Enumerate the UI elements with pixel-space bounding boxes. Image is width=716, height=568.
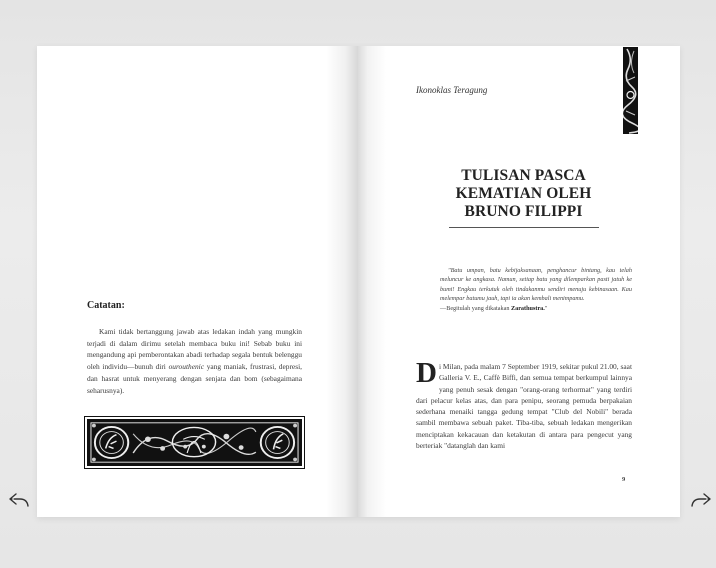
page-number: 9 bbox=[622, 476, 626, 483]
epigraph-attribution bbox=[440, 304, 632, 313]
right-page[interactable] bbox=[358, 46, 680, 517]
previous-page-button[interactable] bbox=[6, 489, 32, 511]
curved-arrow-left-icon bbox=[8, 491, 30, 509]
epigraph-quote: "Batu umpan, batu kebijaksanaan, penghancur bintang, kau telah meluncur ke angkasa. Namun, setiap batu yang dilemparkan pasti jatuh ke bumi! Engkau terkutuk oleh tindakanmu sendiri menuju kebinasaan. Kau melempar batumu jauh, tapi ia akan kembali menimpamu. bbox=[440, 267, 632, 303]
left-page[interactable] bbox=[37, 46, 358, 517]
running-head: Ikonoklas Teragung bbox=[416, 85, 488, 95]
title-divider bbox=[449, 227, 599, 228]
note-body-text-end: yang maniak, frustrasi, depresi, dan hasrat untuk menyerang dengan senjata dan bom (sebagaimana seharusnya). bbox=[87, 362, 302, 395]
spine-shadow bbox=[358, 46, 386, 517]
floral-banner-ornament-icon bbox=[87, 419, 302, 466]
epigraph bbox=[440, 266, 632, 313]
book-spread bbox=[37, 46, 680, 517]
chapter-title: TULISAN PASCA KEMATIAN OLEH BRUNO FILIPPI bbox=[455, 167, 592, 220]
body-paragraph: i Milan, pada malam 7 September 1919, sekitar pukul 21.00, saat Galleria V. E., Caffè Biffi, dan semua tempat berkumpul lainnya yang penuh sesak dengan "orang-orang terhormat" yang terdiri dari pelacur kelas atas, dan para penipu, seorang pemuda berpakaian sederhana menaiki tangga gedung tempat "Club del Nobili" berada sambil membawa sebuah paket. Tiba-tiba, sebuah ledakan mengerikan menciptakan kekacauan dan ketakutan di antara para pengecut yang berteriak "datanglah dan kami bbox=[416, 362, 632, 451]
spine-shadow bbox=[326, 46, 358, 517]
note-body-text: Kami tidak bertanggung jawab atas ledakan indah yang mungkin terjadi di dalam dirimu setelah membaca buku ini! Sebab buku ini mengandung api pemberontakan abadi terhadap segala bentuk belenggu oleh individu—bunuh diri bbox=[87, 327, 302, 372]
note-body bbox=[87, 326, 302, 396]
vertical-floral-ornament-icon bbox=[623, 47, 638, 134]
drop-cap: D bbox=[416, 357, 437, 389]
note-body-italic: ourouthenic bbox=[168, 362, 205, 372]
curved-arrow-right-icon bbox=[690, 491, 712, 509]
chapter-body bbox=[416, 357, 632, 451]
attribution-suffix: " bbox=[544, 304, 548, 312]
note-title: Catatan: bbox=[87, 300, 125, 311]
attribution-prefix: —Begitulah yang dikatakan bbox=[440, 304, 511, 312]
next-page-button[interactable] bbox=[688, 489, 714, 511]
attribution-name: Zarathustra. bbox=[510, 304, 545, 312]
